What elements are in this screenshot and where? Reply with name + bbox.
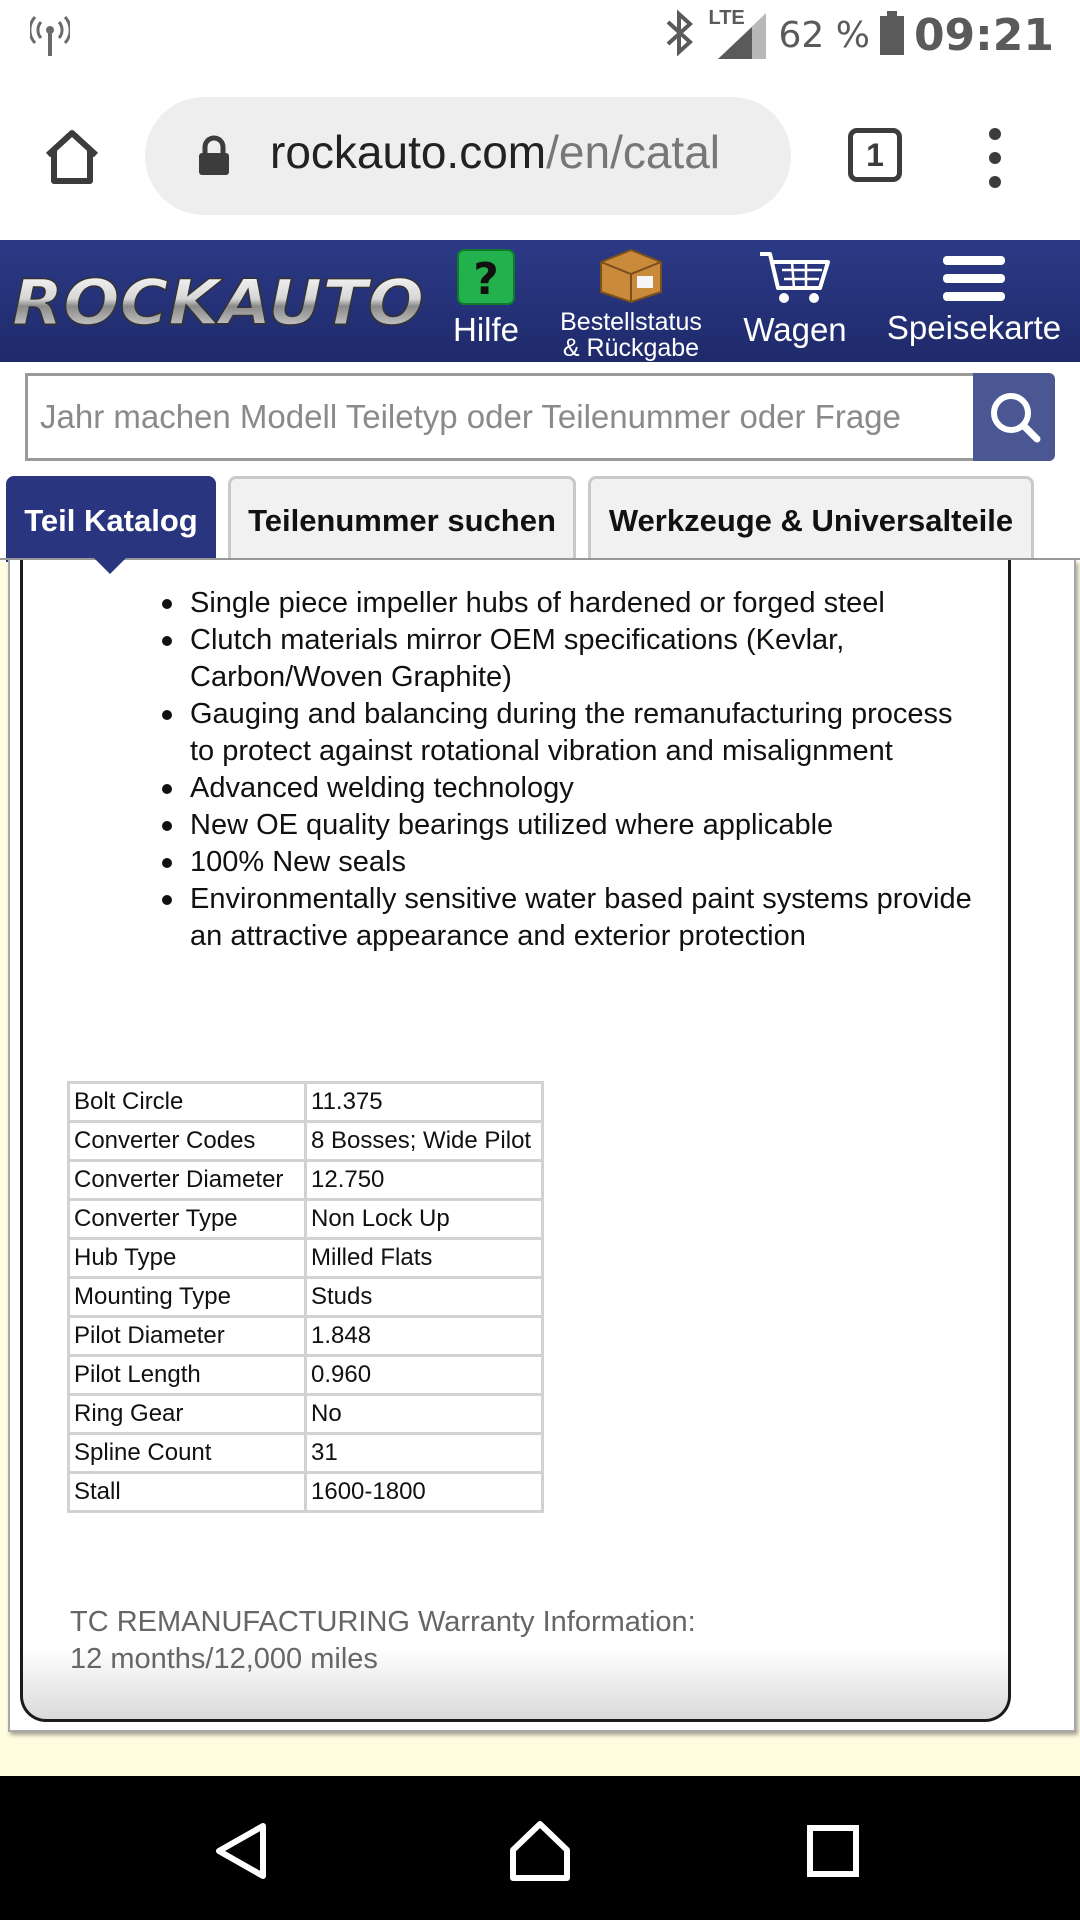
help-label: Hilfe xyxy=(452,311,520,348)
url-text: rockauto.com/en/catal xyxy=(270,126,721,178)
more-options-icon[interactable] xyxy=(985,128,1005,188)
site-header xyxy=(0,240,1080,362)
spec-name: Hub Type xyxy=(69,1239,306,1278)
menu-label: Speisekarte xyxy=(886,309,1062,346)
list-item: Environmentally sensitive water based paint systems provide an attractive appearance and exterior protection xyxy=(160,881,980,955)
tab-part-catalog[interactable]: Teil Katalog xyxy=(6,476,216,562)
battery-icon xyxy=(880,11,904,59)
home-nav-button[interactable] xyxy=(505,1816,575,1886)
list-item: Advanced welding technology xyxy=(160,770,980,807)
warranty-title: TC REMANUFACTURING Warranty Information: xyxy=(70,1606,696,1638)
table-row xyxy=(69,1239,543,1278)
back-triangle-icon xyxy=(205,1816,275,1886)
spec-value: No xyxy=(306,1395,543,1434)
battery-percent: 62 % xyxy=(778,14,870,56)
signal-broadcast-icon xyxy=(30,14,70,62)
spec-value: 0.960 xyxy=(306,1356,543,1395)
list-item: New OE quality bearings utilized where applicable xyxy=(160,807,980,844)
spec-name: Converter Codes xyxy=(69,1122,306,1161)
clock: 09:21 xyxy=(913,9,1054,61)
spec-value: 1600-1800 xyxy=(306,1473,543,1512)
spec-name: Converter Type xyxy=(69,1200,306,1239)
list-item: Clutch materials mirror OEM specifications (Kevlar, Carbon/Woven Graphite) xyxy=(160,622,980,696)
spec-value: Milled Flats xyxy=(306,1239,543,1278)
system-navigation-bar xyxy=(0,1776,1080,1920)
recent-apps-button[interactable] xyxy=(800,1816,870,1886)
table-row xyxy=(69,1083,543,1122)
table-row xyxy=(69,1122,543,1161)
spec-name: Pilot Length xyxy=(69,1356,306,1395)
list-item: Gauging and balancing during the remanufacturing process to protect against rotational vibration and misalignment xyxy=(160,696,980,770)
table-row xyxy=(69,1317,543,1356)
active-tab-pointer xyxy=(94,558,126,574)
spec-value: Non Lock Up xyxy=(306,1200,543,1239)
cart-label: Wagen xyxy=(743,311,847,348)
lock-icon xyxy=(197,135,231,181)
spec-name: Converter Diameter xyxy=(69,1161,306,1200)
address-bar[interactable] xyxy=(145,97,791,215)
catalog-tabs xyxy=(0,470,1080,562)
specifications-table xyxy=(67,1081,544,1513)
main-menu-button[interactable] xyxy=(880,240,1068,362)
status-bar xyxy=(0,0,1080,75)
home-button[interactable] xyxy=(40,125,104,189)
table-row xyxy=(69,1356,543,1395)
help-button[interactable] xyxy=(446,240,526,362)
warranty-info xyxy=(70,1604,696,1678)
spec-name: Ring Gear xyxy=(69,1395,306,1434)
spec-name: Spline Count xyxy=(69,1434,306,1473)
home-outline-icon xyxy=(505,1816,575,1886)
spec-name: Bolt Circle xyxy=(69,1083,306,1122)
spec-name: Stall xyxy=(69,1473,306,1512)
table-row xyxy=(69,1278,543,1317)
spec-name: Pilot Diameter xyxy=(69,1317,306,1356)
spec-value: 1.848 xyxy=(306,1317,543,1356)
lte-signal-icon: LTE xyxy=(708,9,768,61)
search-button[interactable] xyxy=(973,373,1055,461)
search-area xyxy=(0,362,1080,470)
browser-toolbar xyxy=(0,75,1080,240)
table-row xyxy=(69,1200,543,1239)
spec-value: 8 Bosses; Wide Pilot xyxy=(306,1122,543,1161)
rockauto-logo[interactable] xyxy=(10,262,430,340)
square-recents-icon xyxy=(800,1816,870,1886)
package-box-icon xyxy=(595,246,667,304)
help-question-icon xyxy=(456,248,516,306)
svg-text:?: ? xyxy=(473,254,499,305)
tab-part-number-search[interactable]: Teilenummer suchen xyxy=(228,476,576,562)
order-status-label: Bestellstatus & Rückgabe xyxy=(560,308,702,362)
tab-tools-universal-parts[interactable]: Werkzeuge & Universalteile xyxy=(588,476,1034,562)
spec-value: 12.750 xyxy=(306,1161,543,1200)
list-item: Single piece impeller hubs of hardened or forged steel xyxy=(160,585,980,622)
table-row xyxy=(69,1395,543,1434)
table-row xyxy=(69,1161,543,1200)
table-row xyxy=(69,1473,543,1512)
spec-value: 11.375 xyxy=(306,1083,543,1122)
spec-value: Studs xyxy=(306,1278,543,1317)
hamburger-menu-icon xyxy=(943,254,1005,304)
warranty-terms: 12 months/12,000 miles xyxy=(70,1643,378,1675)
svg-text:ROCKAUTO: ROCKAUTO xyxy=(12,266,424,339)
home-icon xyxy=(40,125,104,189)
list-item: 100% New seals xyxy=(160,844,980,881)
search-input[interactable]: Jahr machen Modell Teiletyp oder Teilenummer oder Frage xyxy=(25,373,973,461)
back-button[interactable] xyxy=(205,1816,275,1886)
spec-value: 31 xyxy=(306,1434,543,1473)
tab-switcher-button[interactable]: 1 xyxy=(848,128,902,182)
spec-name: Mounting Type xyxy=(69,1278,306,1317)
bluetooth-icon xyxy=(662,8,698,62)
cart-button[interactable] xyxy=(740,240,850,362)
order-status-button[interactable] xyxy=(552,240,710,362)
shopping-cart-icon xyxy=(758,250,832,306)
feature-list xyxy=(160,585,980,955)
search-icon xyxy=(973,373,1055,461)
table-row xyxy=(69,1434,543,1473)
